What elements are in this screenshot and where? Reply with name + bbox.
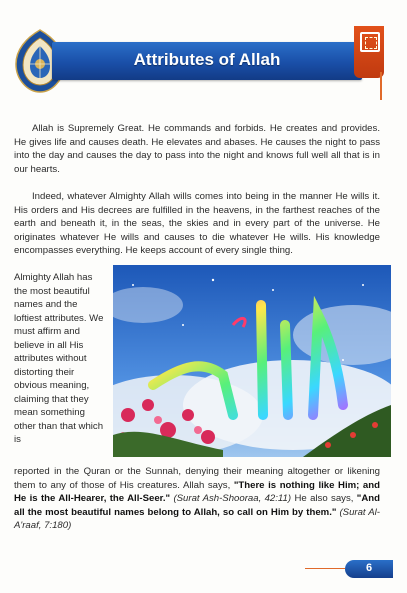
page-number: 6 (365, 562, 373, 574)
quote-2: "And all the most beautiful names belong to Allah, so call on Him by them." (14, 493, 380, 518)
paragraph-4-text: reported in the Quran or the Sunnah, denying their meaning altogether or likening them to any of those of His creatures. Allah says, (14, 466, 380, 491)
allah-calligraphy-image (113, 265, 391, 457)
page-number-tab (345, 560, 393, 578)
paragraph-1: Allah is Supremely Great. He commands and forbids. He creates and provides. He gives life and causes death. He elevates and abases. He causes the night to pass into the day and causes the day to pass into the night and knows full well all that is in our hearts. (14, 123, 380, 175)
reference-2: (Surat Al-A'raaf, 7:180) (14, 506, 381, 531)
title-banner (52, 42, 362, 80)
quote-1: "There is nothing like Him; and He is the All-Hearer, the All-Seer." (14, 479, 380, 504)
footer-accent-line (305, 568, 345, 569)
paragraph-2: Indeed, whatever Almighty Allah wills comes into being in the manner He wills it. His orders and His decrees are fulfilled in the heavens, in the farthest reaches of the earth and beneath it, in the seas, the skies and in every part of the universe. He originates whatever He wills and causes to die whatever He wills. His knowledge encompasses everything. He keeps account of every single thing. (14, 191, 380, 256)
accent-line (380, 72, 382, 100)
paragraph-3: Almighty Allah has the most beautiful names and the loftiest attributes. We must affirm and believe in all His attributes without distorting their obvious meaning, claiming that they mean something other than that which is (14, 272, 104, 445)
paragraph-4-mid: He also says, (291, 493, 357, 504)
page-title: Attributes of Allah (133, 50, 281, 69)
chapter-badge (354, 26, 384, 78)
paragraph-4 (14, 465, 380, 533)
reference-1: (Surat Ash-Shooraa, 42:11) (170, 493, 292, 504)
badge-frame-icon (360, 32, 380, 52)
